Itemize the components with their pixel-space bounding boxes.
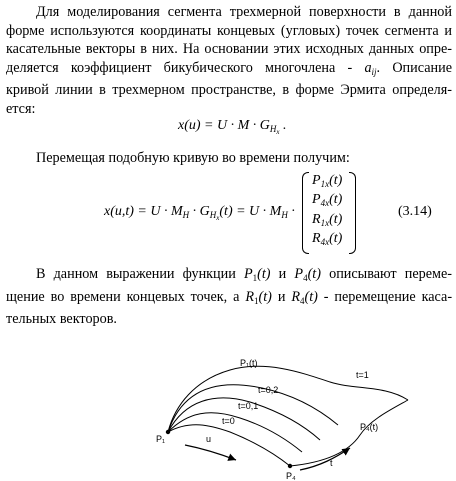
- point-p4: [288, 464, 292, 468]
- intro-line-3: касательные векторы в них. На основании этих исходных данных опре-: [6, 41, 452, 58]
- label-p1t: P₁(t): [240, 358, 258, 368]
- label-t0: t=0: [222, 416, 235, 426]
- label-t01: t=0,1: [238, 401, 259, 411]
- equation-time: $x(u,t) = U \cdot M_H \cdot G_{H_x}(t) = U \cdot M_H$ ·: [104, 204, 295, 222]
- label-t02: t=0,2: [258, 385, 279, 395]
- outro-line-3: тельных векторов.: [6, 311, 117, 328]
- matrix-item-r1x: $R_{1x}(t)$: [312, 212, 343, 228]
- intro-line-1: Для моделирования сегмента трехмерной поверхности в данной: [36, 4, 452, 20]
- label-p4: P₄: [286, 471, 296, 481]
- intro-line-2: форме используются координаты концевых (угловых) точек сегмента и: [6, 22, 452, 39]
- intro-line-5: кривой линии в трехмерном пространстве, в форме Эрмита определя-: [6, 82, 452, 99]
- eq1-lhs: x(u) = U · M · G: [178, 118, 270, 133]
- intro-line-4-text: деляется коэффициент бикубического многочлена -: [6, 59, 353, 76]
- intro-line-6: ется:: [6, 100, 36, 117]
- label-p4t: P₄(t): [360, 422, 379, 432]
- label-p1: P₁: [156, 434, 166, 444]
- matrix-item-p4x: $P_{4x}(t)$: [312, 192, 343, 208]
- eq1-sub: Hx: [269, 124, 280, 136]
- equation-number: (3.14): [398, 204, 432, 219]
- arrow-u: [185, 445, 236, 460]
- coef-symbol: a: [364, 59, 372, 76]
- label-u: u: [206, 434, 212, 444]
- intro-after-coef: . Описание: [376, 59, 452, 76]
- curve-p4t-boundary: [290, 400, 408, 466]
- mid-text: Перемещая подобную кривую во времени получим:: [36, 150, 350, 166]
- outro-line-1: В данном выражении функции $P_1(t)$ и $P_4(t)$ описывают переме-: [36, 266, 453, 283]
- coef-sub: ij: [371, 66, 377, 77]
- matrix-item-p1x: $P_{1x}(t)$: [312, 173, 343, 189]
- label-t: t: [330, 458, 333, 468]
- outro-line-2: щение во времени концевых точек, а $R_1(t)$ и $R_4(t)$ - перемещение каса-: [6, 288, 453, 306]
- label-t1: t=1: [356, 370, 369, 380]
- eq1-end: .: [279, 118, 287, 133]
- matrix-item-r4x: $R_{4x}(t)$: [312, 231, 343, 247]
- point-p1: [166, 430, 170, 434]
